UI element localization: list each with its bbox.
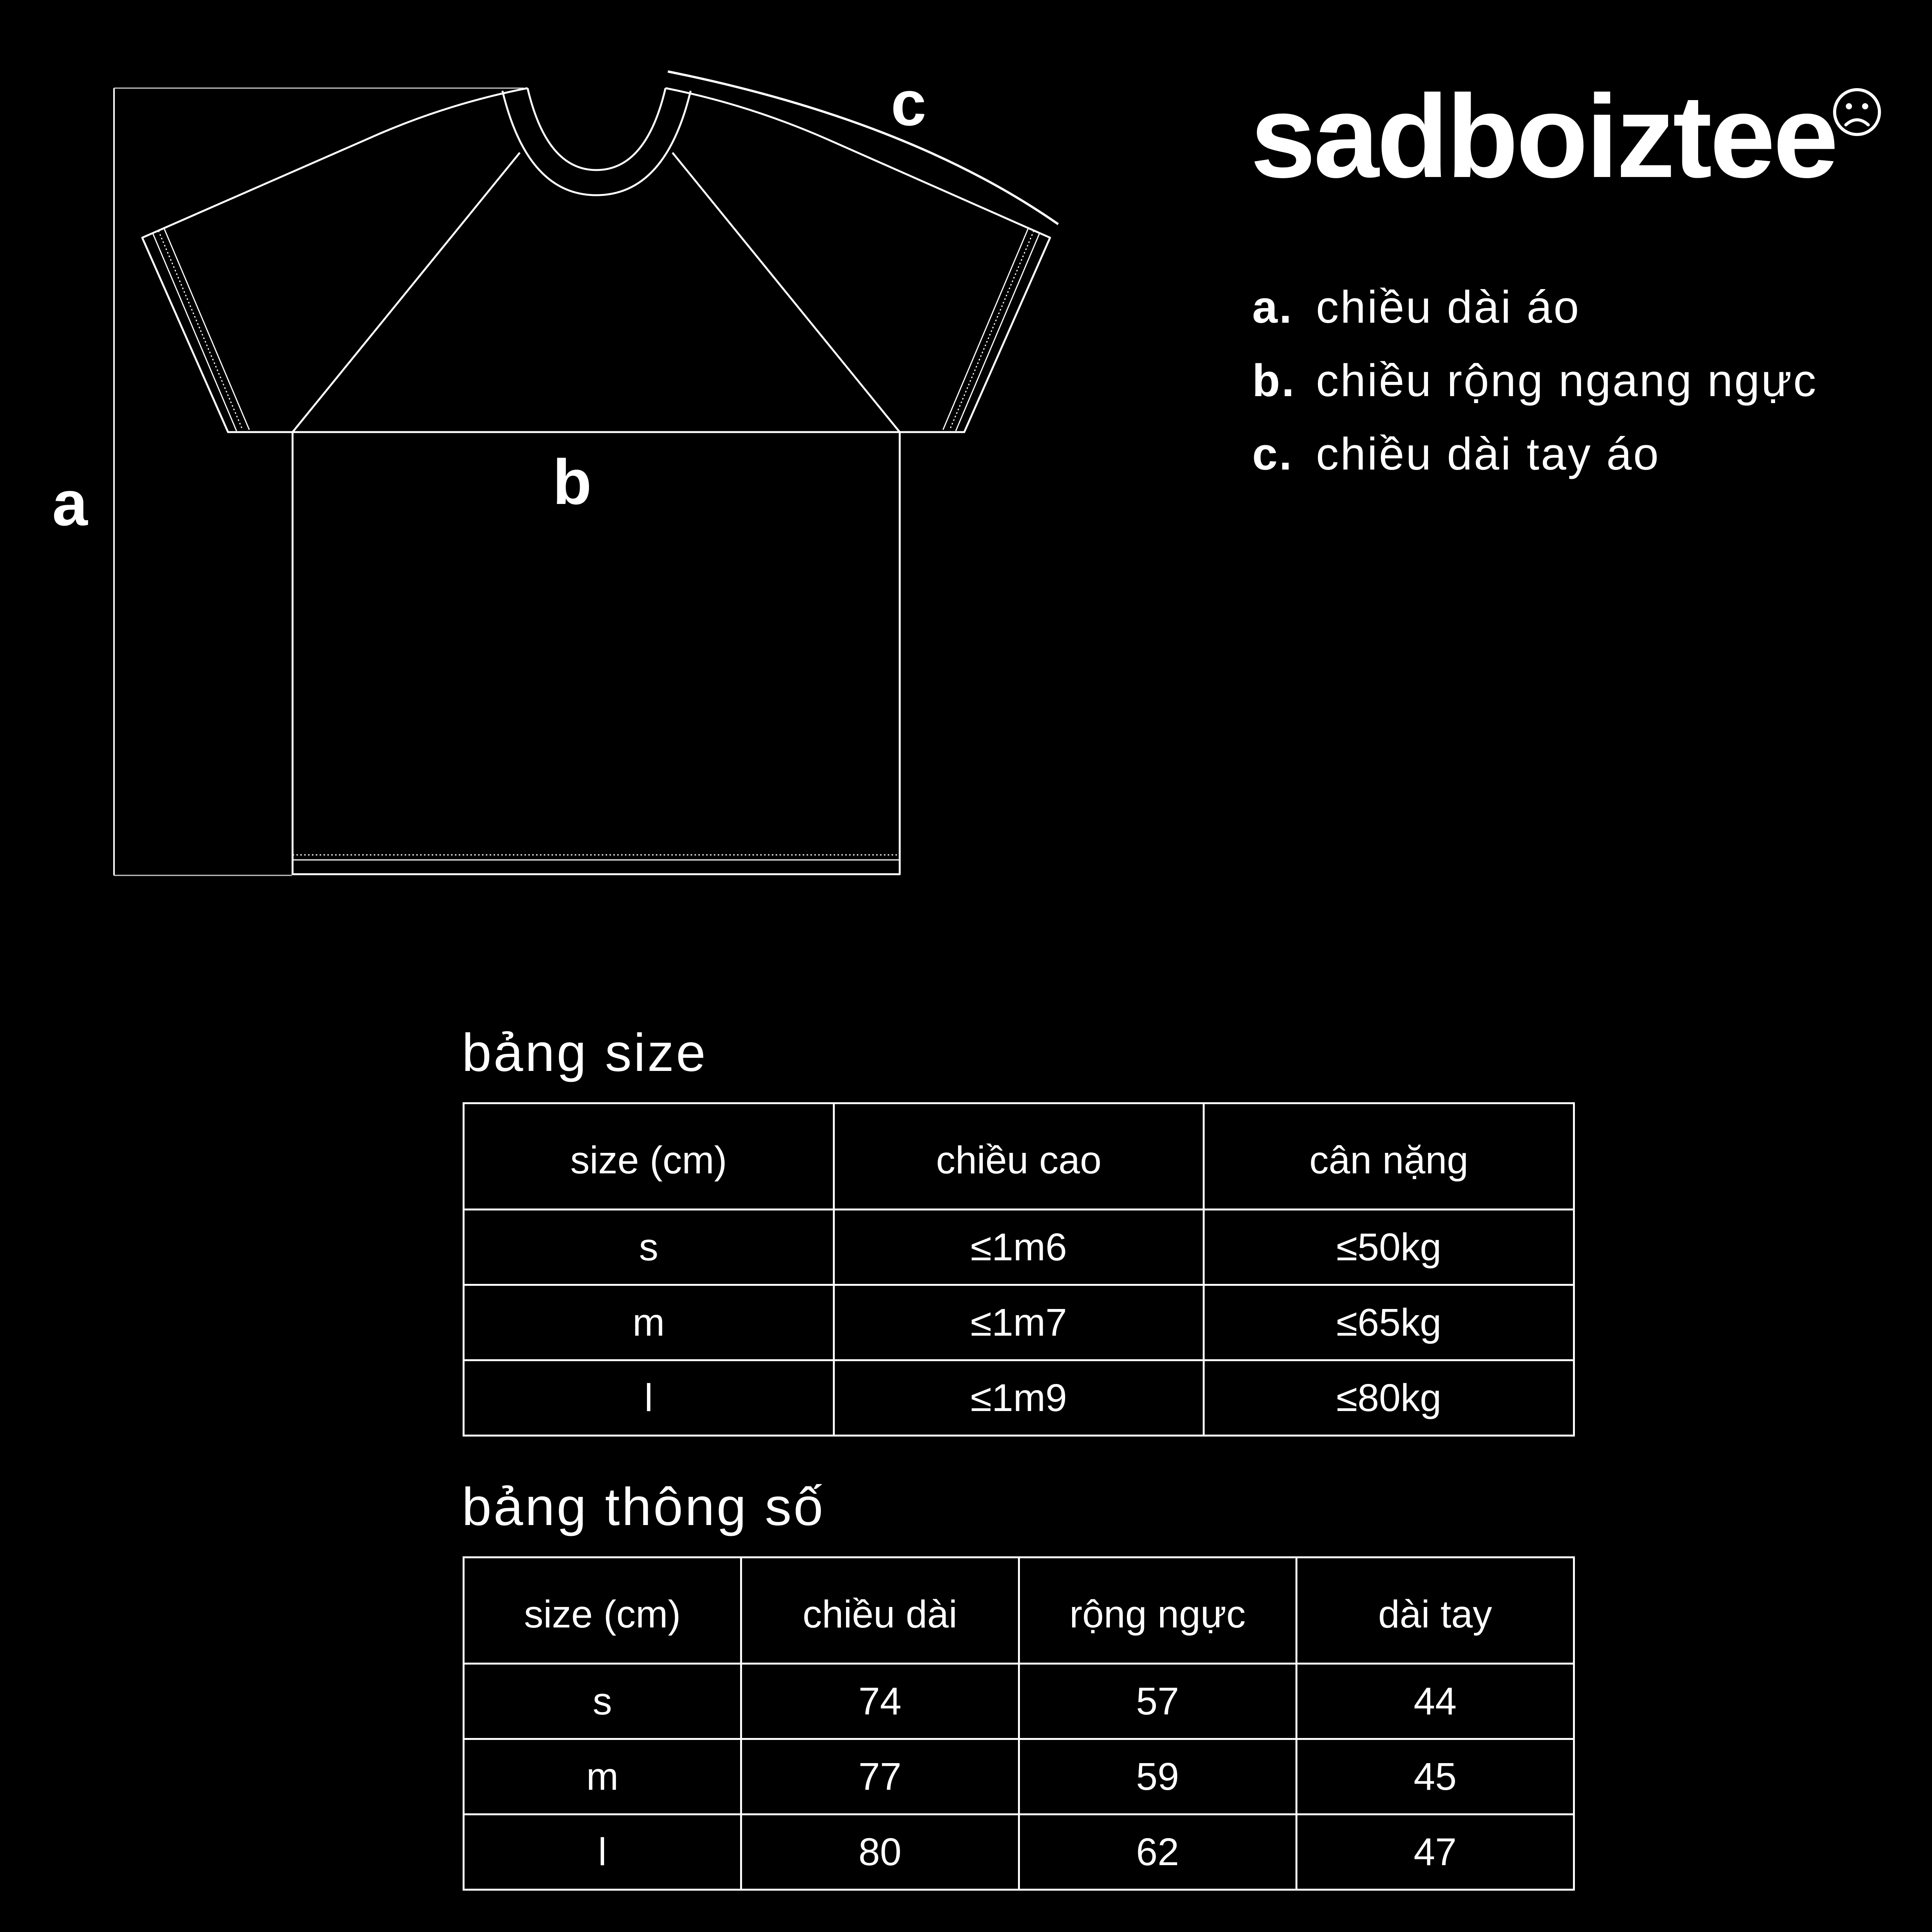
measurement-legend [1252, 271, 1818, 491]
legend-key: b. [1252, 355, 1296, 406]
table-cell: 59 [1019, 1739, 1296, 1815]
table-row [464, 1739, 1574, 1815]
table-header-cell: rộng ngực [1019, 1558, 1296, 1664]
tshirt-outline [142, 88, 1050, 874]
table-cell: 57 [1019, 1664, 1296, 1739]
table-cell: l [464, 1360, 834, 1436]
legend-key: a. [1252, 282, 1294, 333]
table-cell: m [464, 1285, 834, 1360]
table-cell: s [464, 1210, 834, 1285]
table-row [464, 1664, 1574, 1739]
table-cell: ≤50kg [1204, 1210, 1574, 1285]
legend-key: c. [1252, 429, 1294, 480]
table-header-cell: cân nặng [1204, 1103, 1574, 1210]
table-cell: ≤80kg [1204, 1360, 1574, 1436]
table-row [464, 1210, 1574, 1285]
table-cell: 44 [1296, 1664, 1574, 1739]
table-cell: l [464, 1815, 741, 1890]
legend-item-a [1252, 271, 1818, 344]
table-cell: 80 [741, 1815, 1019, 1890]
brand-title: sadboiztee [1250, 70, 1837, 202]
table-cell: m [464, 1739, 741, 1815]
dimension-label-b: b [553, 446, 592, 517]
legend-text: chiều rộng ngang ngực [1316, 355, 1818, 406]
table-header-cell: size (cm) [464, 1558, 741, 1664]
dimension-label-a: a [52, 468, 88, 539]
table-header-row [464, 1558, 1574, 1664]
table-cell: ≤1m9 [834, 1360, 1204, 1436]
legend-item-c [1252, 417, 1818, 491]
table-cell: ≤1m7 [834, 1285, 1204, 1360]
table-header-cell: chiều cao [834, 1103, 1204, 1210]
table-row [464, 1360, 1574, 1436]
table-row [464, 1285, 1574, 1360]
spec-table-title: bảng thông số [462, 1477, 825, 1537]
sad-face-icon [1832, 87, 1882, 137]
table-cell: 45 [1296, 1739, 1574, 1815]
table-cell: s [464, 1664, 741, 1739]
dimension-line-c [668, 68, 1058, 224]
table-header-cell: size (cm) [464, 1103, 834, 1210]
table-header-cell: chiều dài [741, 1558, 1019, 1664]
table-cell: ≤65kg [1204, 1285, 1574, 1360]
legend-text: chiều dài áo [1316, 282, 1581, 333]
table-row [464, 1815, 1574, 1890]
table-cell: 62 [1019, 1815, 1296, 1890]
table-header-row [464, 1103, 1574, 1210]
size-table-title: bảng size [462, 1023, 708, 1083]
dimension-label-c: c [891, 68, 926, 139]
table-header-cell: dài tay [1296, 1558, 1574, 1664]
legend-text: chiều dài tay áo [1316, 429, 1660, 480]
size-table [463, 1102, 1575, 1437]
table-cell: 77 [741, 1739, 1019, 1815]
table-cell: 47 [1296, 1815, 1574, 1890]
legend-item-b [1252, 344, 1818, 417]
table-cell: ≤1m6 [834, 1210, 1204, 1285]
spec-table [463, 1556, 1575, 1891]
table-cell: 74 [741, 1664, 1019, 1739]
